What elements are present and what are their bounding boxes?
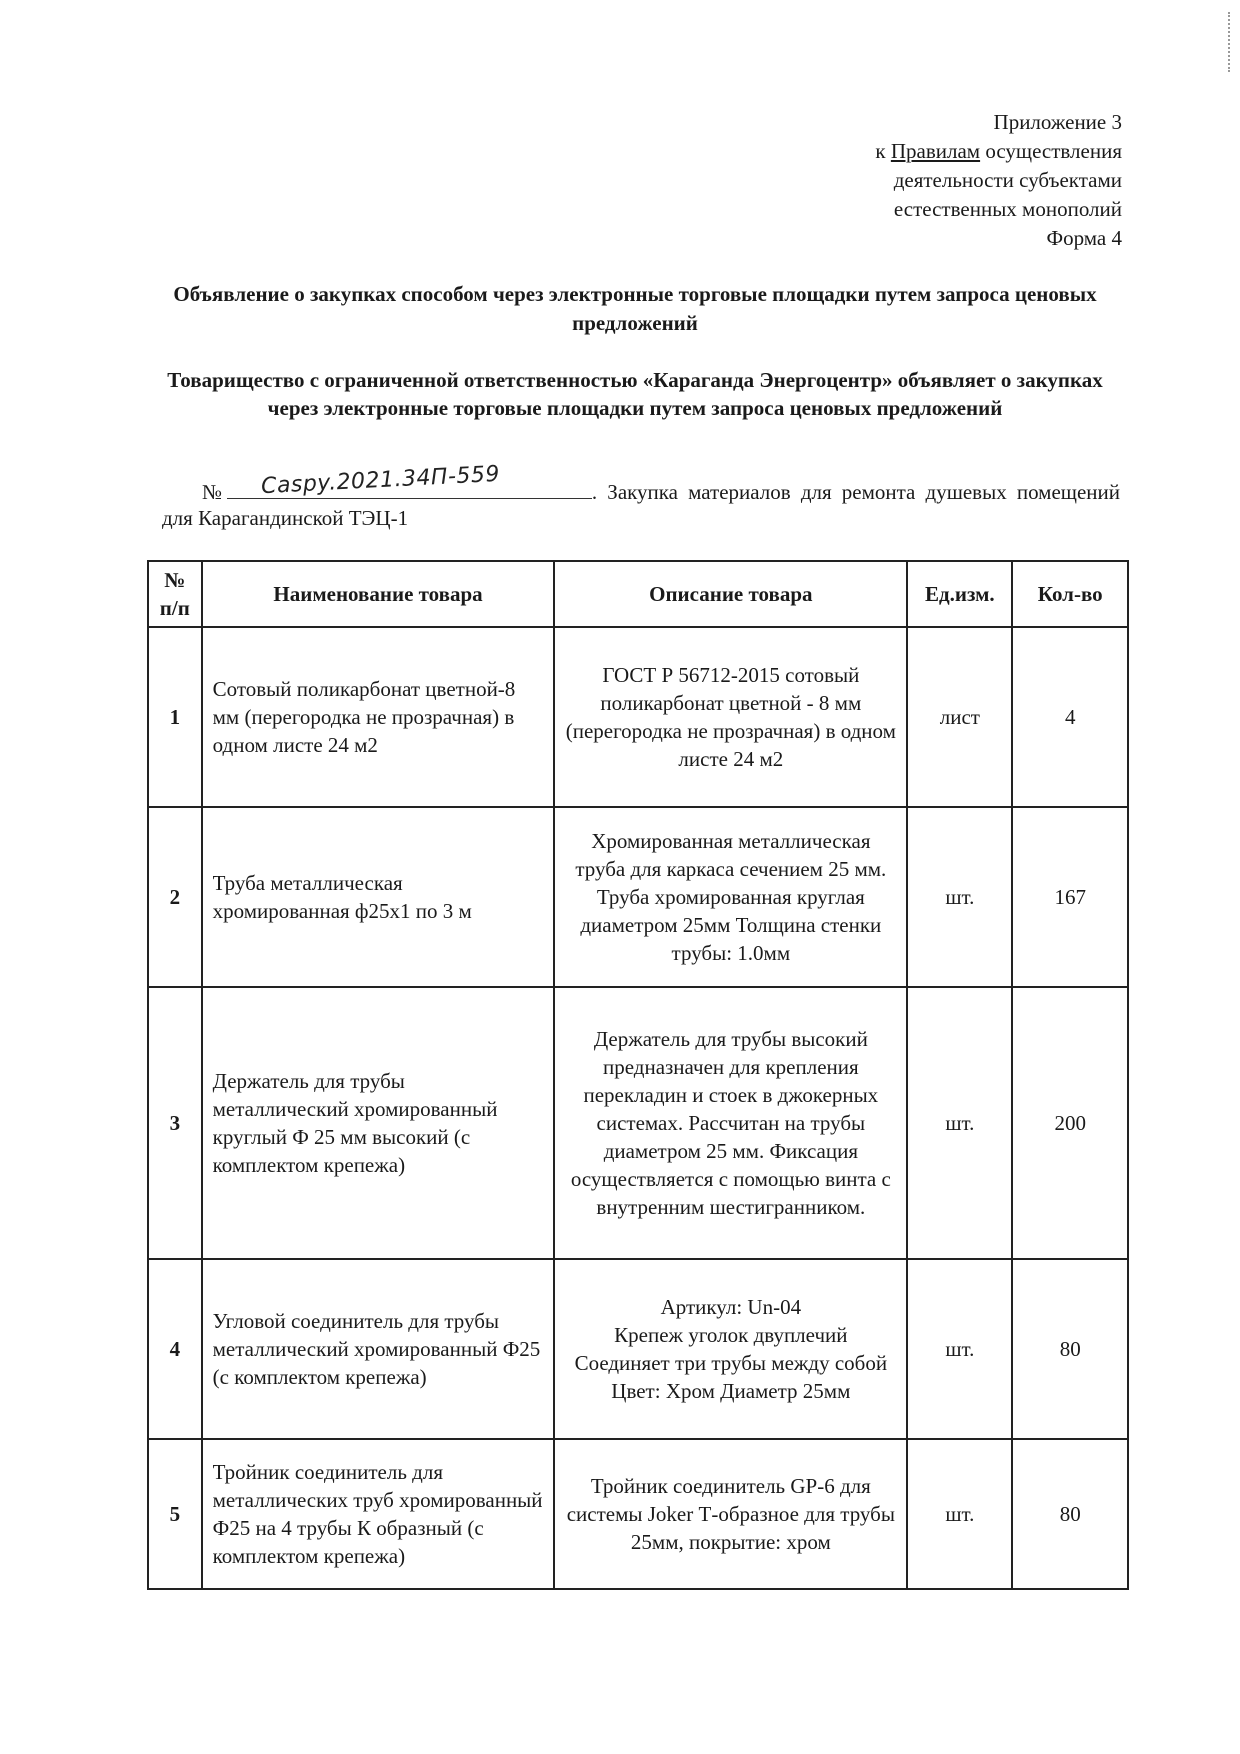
scan-edge-mark bbox=[1228, 12, 1232, 72]
item-name: Угловой соединитель для трубы металлический хромированный Ф25 (с комплектом крепежа) bbox=[202, 1259, 555, 1439]
item-description: Артикул: Un-04 Крепеж уголок двуплечий Соединяет три трубы между собой Цвет: Хром Диаметр 25мм bbox=[554, 1259, 907, 1439]
header-description: Описание товара bbox=[554, 561, 907, 627]
item-unit: шт. bbox=[907, 1439, 1012, 1589]
appendix-block bbox=[762, 108, 1122, 253]
item-quantity: 4 bbox=[1012, 627, 1128, 807]
item-unit: шт. bbox=[907, 807, 1012, 987]
item-name: Держатель для трубы металлический хромированный круглый Ф 25 мм высокий (с комплектом крепежа) bbox=[202, 987, 555, 1259]
row-number: 4 bbox=[148, 1259, 202, 1439]
row-number: 2 bbox=[148, 807, 202, 987]
item-unit: лист bbox=[907, 627, 1012, 807]
item-description: Тройник соединитель GP-6 для системы Joker Т-образное для трубы 25мм, покрытие: хром bbox=[554, 1439, 907, 1589]
item-unit: шт. bbox=[907, 1259, 1012, 1439]
item-name: Тройник соединитель для металлических труб хромированный Ф25 на 4 трубы К образный (с комплектом крепежа) bbox=[202, 1439, 555, 1589]
table-row bbox=[148, 1259, 1128, 1439]
item-name: Труба металлическая хромированная ф25х1 по 3 м bbox=[202, 807, 555, 987]
item-quantity: 80 bbox=[1012, 1259, 1128, 1439]
table-row bbox=[148, 987, 1128, 1259]
table-row bbox=[148, 627, 1128, 807]
item-quantity: 167 bbox=[1012, 807, 1128, 987]
rules-link[interactable]: Правилам bbox=[890, 139, 981, 163]
item-description: Хромированная металлическая труба для каркаса сечением 25 мм. Труба хромированная круглая диаметром 25мм Толщина стенки трубы: 1.0мм bbox=[554, 807, 907, 987]
goods-table bbox=[147, 560, 1129, 1590]
number-prefix: № bbox=[202, 480, 227, 504]
row-number: 1 bbox=[148, 627, 202, 807]
item-unit: шт. bbox=[907, 987, 1012, 1259]
document-title: Объявление о закупках способом через электронные торговые площадки путем запроса ценовых предложений bbox=[173, 282, 1097, 335]
appendix-line-2-prefix: к bbox=[875, 139, 891, 163]
item-description: Держатель для трубы высокий предназначен для крепления перекладин и стоек в джокерных системах. Рассчитан на трубы диаметром 25 мм. Фиксация осуществляется с помощью винта с внутренним шестигранником. bbox=[554, 987, 907, 1259]
appendix-line-2 bbox=[762, 137, 1122, 166]
table-row bbox=[148, 1439, 1128, 1589]
row-number: 3 bbox=[148, 987, 202, 1259]
table-header-row bbox=[148, 561, 1128, 627]
purchase-description: . Закупка материалов для ремонта душевых помещений для Карагандинской ТЭЦ-1 bbox=[162, 480, 1120, 530]
appendix-line-4: естественных монополий bbox=[893, 197, 1122, 221]
header-unit: Ед.изм. bbox=[907, 561, 1012, 627]
organization-statement: Товарищество с ограниченной ответственностью «Караганда Энергоцентр» объявляет о закупках через электронные торговые площадки путем запроса ценовых предложений bbox=[167, 368, 1103, 420]
purchase-line bbox=[162, 461, 1120, 531]
appendix-line-2-suffix: осуществления bbox=[980, 139, 1122, 163]
item-quantity: 80 bbox=[1012, 1439, 1128, 1589]
appendix-line-3: деятельности субъектами bbox=[893, 168, 1122, 192]
item-quantity: 200 bbox=[1012, 987, 1128, 1259]
header-num: № п/п bbox=[148, 561, 202, 627]
purchase-number-field bbox=[227, 461, 592, 500]
row-number: 5 bbox=[148, 1439, 202, 1589]
table-row bbox=[148, 807, 1128, 987]
appendix-line-1: Приложение 3 bbox=[993, 110, 1122, 134]
item-description: ГОСТ Р 56712-2015 сотовый поликарбонат цветной - 8 мм (перегородка не прозрачная) в одном листе 24 м2 bbox=[554, 627, 907, 807]
header-name: Наименование товара bbox=[202, 561, 555, 627]
item-name: Сотовый поликарбонат цветной-8 мм (перегородка не прозрачная) в одном листе 24 м2 bbox=[202, 627, 555, 807]
header-quantity: Кол-во bbox=[1012, 561, 1128, 627]
purchase-number-handwritten: Caspy.2021.34П-559 bbox=[260, 461, 501, 500]
appendix-form-number: Форма 4 bbox=[1046, 226, 1122, 250]
